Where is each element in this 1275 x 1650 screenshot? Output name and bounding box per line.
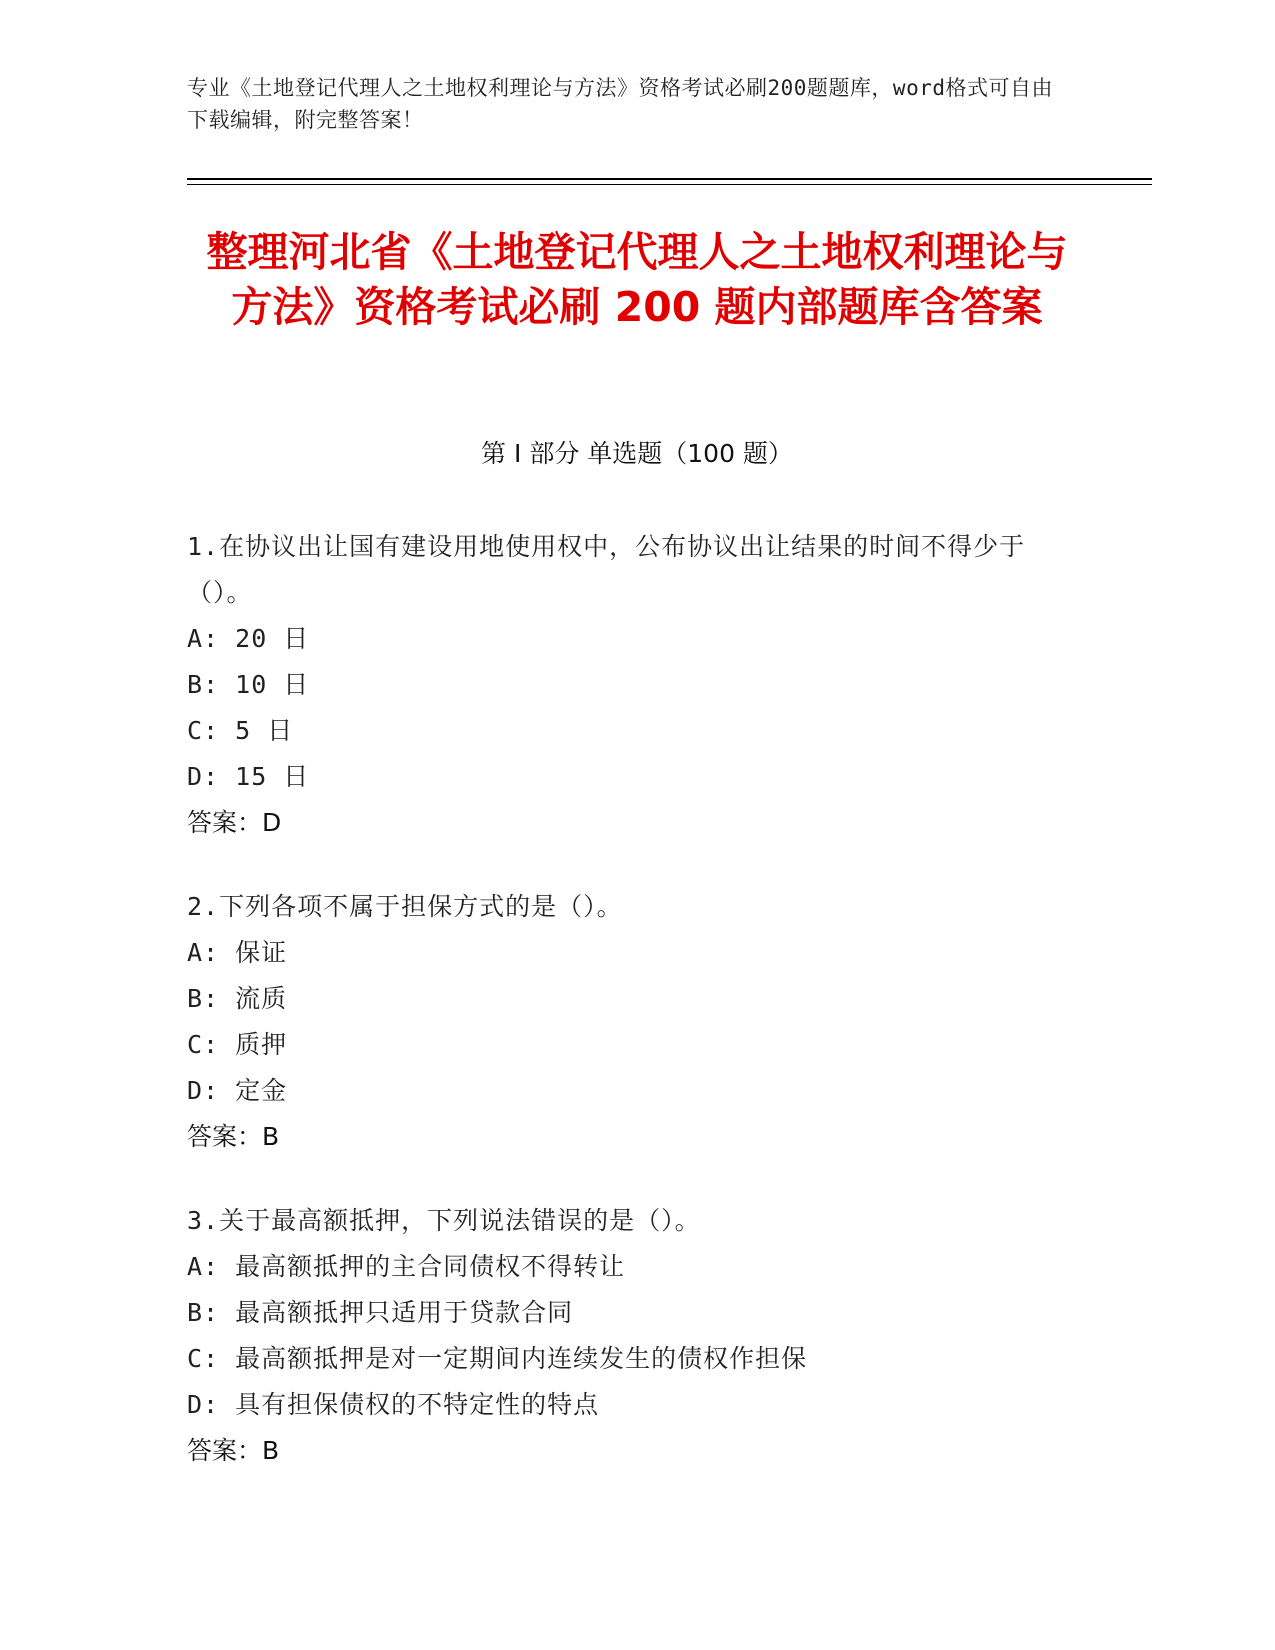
option-c: C: 5 日	[187, 716, 294, 745]
header-note: 专业《土地登记代理人之土地权利理论与方法》资格考试必刷200题题库，word格式可自由下载编辑，附完整答案！	[187, 76, 1053, 132]
document-title: 整理河北省《土地登记代理人之土地权利理论与方法》资格考试必刷 200 题内部题库含答案	[206, 228, 1068, 331]
question-item	[187, 524, 1067, 846]
question-list	[187, 524, 1067, 1512]
option-a: A: 20 日	[187, 624, 310, 653]
option-b: B: 流质	[187, 984, 288, 1013]
question-stem: 1.在协议出让国有建设用地使用权中，公布协议出让结果的时间不得少于（）。	[187, 532, 1026, 607]
option-d: D: 具有担保债权的不特定性的特点	[187, 1390, 600, 1419]
option-a: A: 保证	[187, 938, 288, 967]
option-d: D: 定金	[187, 1076, 288, 1105]
answer-line: 答案：B	[187, 1436, 280, 1465]
answer-line: 答案：D	[187, 808, 282, 837]
question-stem: 3.关于最高额抵押，下列说法错误的是（）。	[187, 1206, 701, 1235]
question-item	[187, 884, 1067, 1160]
option-a: A: 最高额抵押的主合同债权不得转让	[187, 1252, 626, 1281]
option-d: D: 15 日	[187, 762, 310, 791]
question-stem: 2.下列各项不属于担保方式的是（）。	[187, 892, 623, 921]
option-c: C: 质押	[187, 1030, 288, 1059]
option-b: B: 最高额抵押只适用于贷款合同	[187, 1298, 574, 1327]
answer-line: 答案：B	[187, 1122, 280, 1151]
header-rule-thin	[187, 184, 1152, 185]
header-rule-thick	[187, 178, 1152, 180]
option-c: C: 最高额抵押是对一定期间内连续发生的债权作担保	[187, 1344, 808, 1373]
option-b: B: 10 日	[187, 670, 310, 699]
section-heading: 第 I 部分 单选题（100 题）	[481, 439, 793, 468]
question-item	[187, 1198, 1067, 1474]
